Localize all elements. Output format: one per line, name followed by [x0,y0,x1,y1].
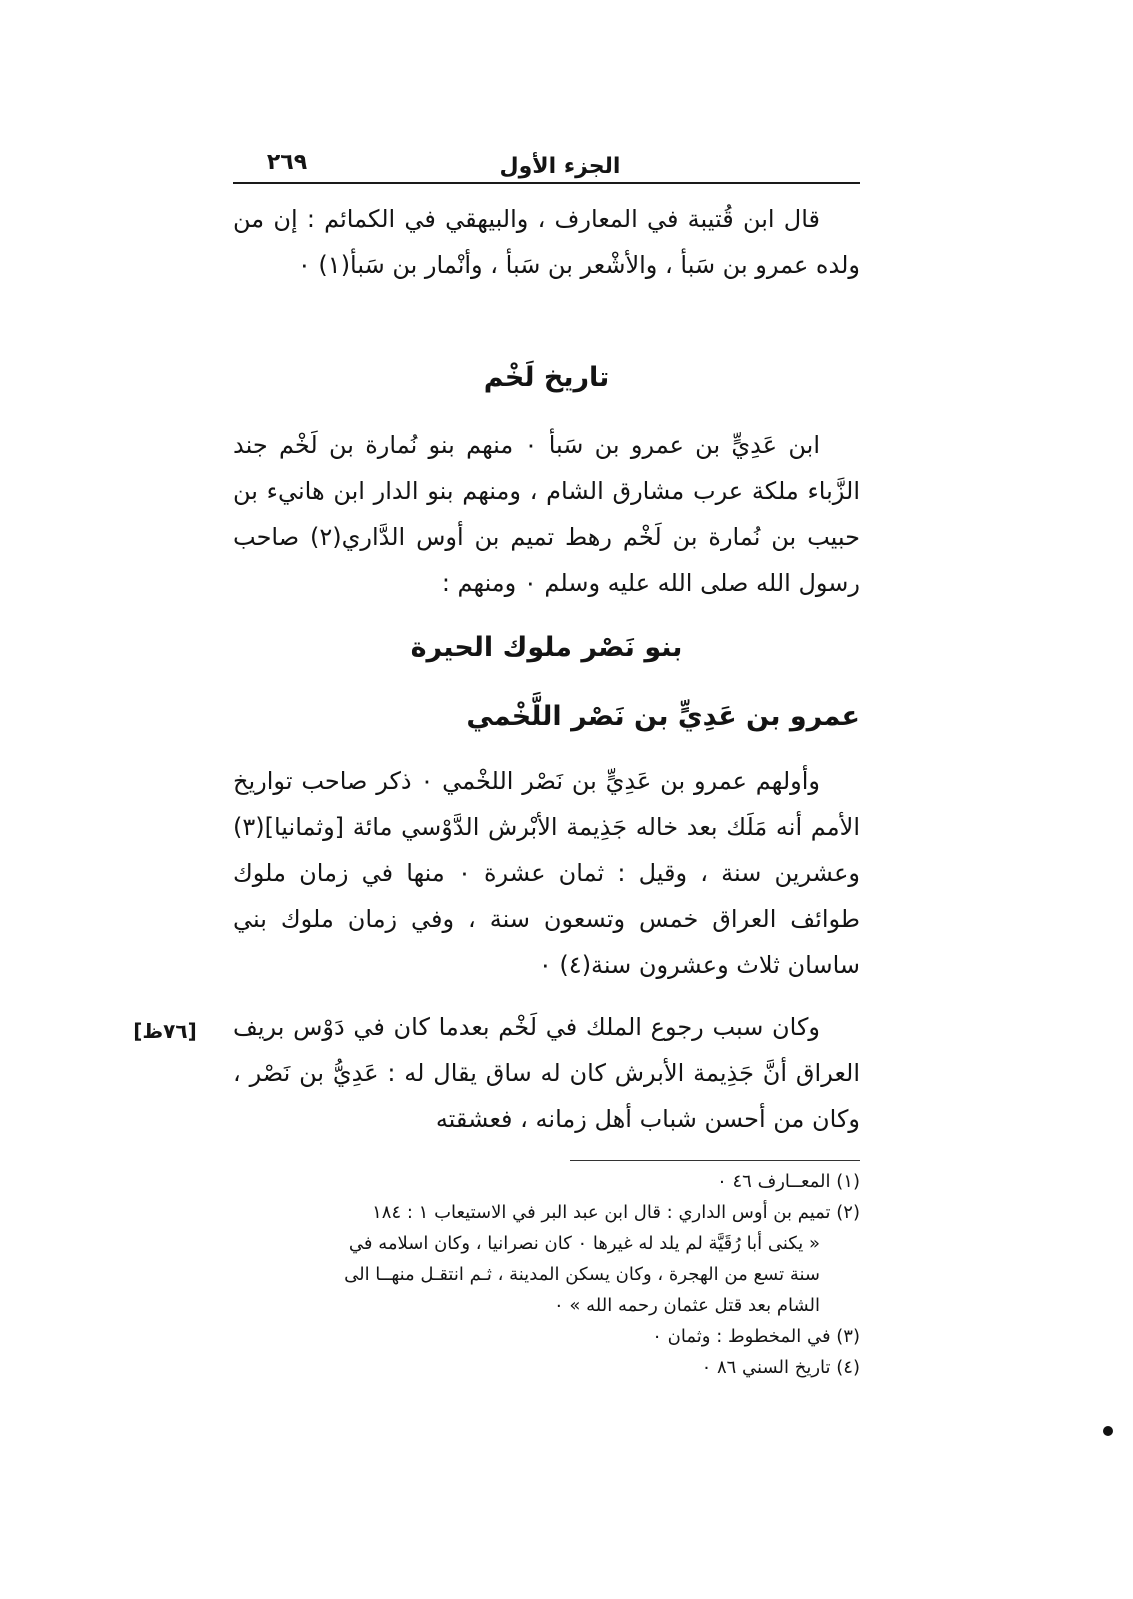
paragraph-reason [233,1004,860,1142]
paragraph-lakhm-text: ابن عَدِيٍّ بن عمرو بن سَبأ ٠ منهم بنو نُمارة بن لَخْم جند الزَّباء ملكة عرب مشارق الشام ، ومنهم بنو الدار ابن هانيء بن حبيب بن نُمارة بن لَخْم رهط تميم بن أوس الدَّاري(٢) صاحب رسول الله صلى الله عليه وسلم ٠ ومنهم : [233,431,860,597]
subheading-amr: عمرو بن عَدِيٍّ بن نَصْر اللَّخْمي [466,701,860,732]
footnote-2-cont-2: سنة تسع من الهجرة ، وكان يسكن المدينة ، ثـم انتقـل منهــا الى [344,1264,820,1285]
paragraph-intro-text: قال ابن قُتيبة في المعارف ، والبيهقي في الكمائم : إن من ولده عمرو بن سَبأ ، والأشْعر بن سَبأ ، وأنْمار بن سَبأ(١) ٠ [233,205,860,279]
footnotes [233,1166,860,1383]
footnote-2: (٢) تميم بن أوس الداري : قال ابن عبد البر في الاستيعاب ١ : ١٨٤ [372,1202,860,1223]
section-heading-banu-nasr: بنو نَصْر ملوك الحيرة [410,632,683,663]
paragraph-intro [233,196,860,288]
footnote-2-cont-1: « يكنى أبا رُقَيَّة لم يلد له غيرها ٠ كان نصرانيا ، وكان اسلامه في [348,1233,820,1254]
footnote-4: (٤) تاريخ السني ٨٦ ٠ [701,1357,860,1378]
footnote-1: (١) المعــارف ٤٦ ٠ [717,1171,860,1192]
margin-folio-note: [٧٦ظ] [133,1019,197,1043]
paragraph-amr-text: وأولهم عمرو بن عَدِيٍّ بن نَصْر اللخْمي ٠ ذكر صاحب تواريخ الأمم أنه مَلَك بعد خاله جَذِيمة الأبْرش الدَّوْسي مائة [وثمانيا](٣) وعشرين سنة ، وقيل : ثمان عشرة ٠ منها في زمان ملوك طوائف العراق خمس وتسعون سنة ، وفي زمان ملوك بني ساسان ثلاث وعشرون سنة(٤) ٠ [233,767,861,979]
footnote-2-cont-3: الشام بعد قتل عثمان رحمه الله » ٠ [554,1295,820,1316]
scan-edge-mark [1103,1426,1113,1436]
running-header-title: الجزء الأول [499,154,621,179]
paragraph-amr [233,758,860,988]
footnote-3: (٣) في المخطوط : وثمان ٠ [652,1326,860,1347]
paragraph-reason-text: وكان سبب رجوع الملك في لَخْم بعدما كان في دَوْس بريف العراق أنَّ جَذِيمة الأبرش كان له ساق يقال له : عَدِيُّ بن نَصْر ، وكان من أحسن شباب أهل زمانه ، فعشقته [233,1013,860,1133]
paragraph-lakhm [233,422,860,606]
section-heading-lakhm: تاريخ لَخْم [483,362,610,393]
footnote-rule [570,1160,860,1161]
header-rule [233,182,860,184]
page-number: ٢٦٩ [266,150,308,175]
